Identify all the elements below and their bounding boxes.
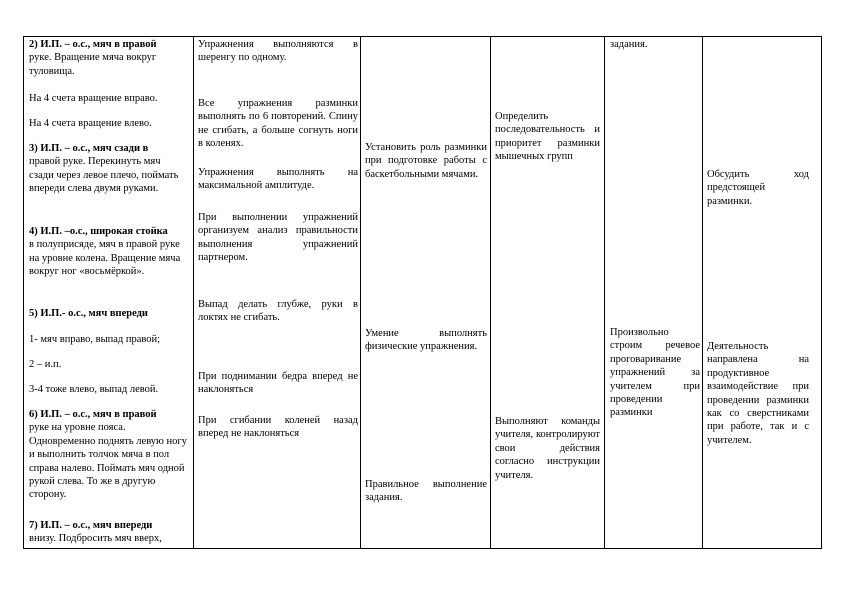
goal-text: Умение выполнять физические упражнения. [365, 328, 487, 353]
communication-text: Обсудить ход предстоящей разминки. [707, 169, 809, 207]
instruction-text: Все упражнения разминки выполнять по 6 повторений. Спину не сгибать, а больше согнуть ноги в коленях. [198, 98, 358, 150]
exercise-4: 4) И.П. –о.с., широкая стойка в полуприсяде, мяч в правой руке на уровне колена. Вращение мяча вокруг ног «восьмёркой». [29, 226, 181, 278]
exercise-5-step-3: 3-4 тоже влево, выпад левой. [29, 384, 159, 395]
instruction-text: Упражнения выполнять на максимальной амплитуде. [198, 167, 358, 192]
instruction-text: При поднимании бедра вперед не наклоняться [198, 371, 358, 396]
lesson-plan-table [23, 36, 822, 549]
instructions-cell [194, 37, 361, 549]
exercise-2-right: На 4 счета вращение вправо. [29, 93, 158, 104]
action-text: Выполняют команды учителя, контролируют свои действия согласно инструкции учителя. [495, 416, 600, 481]
exercise-5: 5) И.П.- о.с., мяч впереди [29, 308, 148, 319]
communication-cell [703, 37, 822, 549]
goal-text: Правильное выполнение задания. [365, 479, 487, 504]
exercise-3: 3) И.П. – о.с., мяч сзади в правой руке. Перекинуть мяч сзади через левое плечо, поймать впереди слева двумя руками. [29, 143, 179, 195]
action-text: Определить последовательность и приоритет разминки мышечных групп [495, 111, 600, 163]
instruction-text: Упражнения выполняются в шеренгу по одному. [198, 39, 358, 64]
exercise-6: 6) И.П. – о.с., мяч в правой руке на уровне пояса. Одновременно поднять левую ногу и выполнить толчок мяча в пол справа налево. Поймать мяч одной рукой слева. То же в другую сторону. [29, 409, 187, 501]
instruction-text: Выпад делать глубже, руки в локтях не сгибать. [198, 299, 358, 324]
instruction-text: При сгибании коленей назад вперед не наклоняться [198, 415, 358, 440]
communication-text: Деятельность направлена на продуктивное взаимодействие при проведении разминки как со сверстниками при работе, так и с учителем. [707, 341, 809, 446]
table-row [24, 37, 822, 549]
exercise-7: 7) И.П. – о.с., мяч впереди внизу. Подбросить мяч вверх, [29, 520, 162, 545]
exercise-5-step-1: 1- мяч вправо, выпад правой; [29, 334, 161, 345]
student-actions-cell [491, 37, 605, 549]
speech-text: задания. [610, 39, 648, 50]
exercise-2: 2) И.П. – о.с., мяч в правой руке. Вращение мяча вокруг туловища. [29, 39, 157, 77]
goal-text: Установить роль разминки при подготовке работы с баскетбольными мячами. [365, 142, 487, 180]
exercise-2-left: На 4 счета вращение влево. [29, 118, 152, 129]
exercise-5-step-2: 2 – и.п. [29, 359, 62, 370]
speech-cell [605, 37, 703, 549]
instruction-text: При выполнении упражнений организуем анализ правильности выполнения упражнений партнером. [198, 212, 358, 264]
speech-text: Произвольно строим речевое проговаривание упражнений за учителем при проведении разминки [610, 327, 700, 419]
exercises-cell [24, 37, 194, 549]
goals-cell [361, 37, 491, 549]
